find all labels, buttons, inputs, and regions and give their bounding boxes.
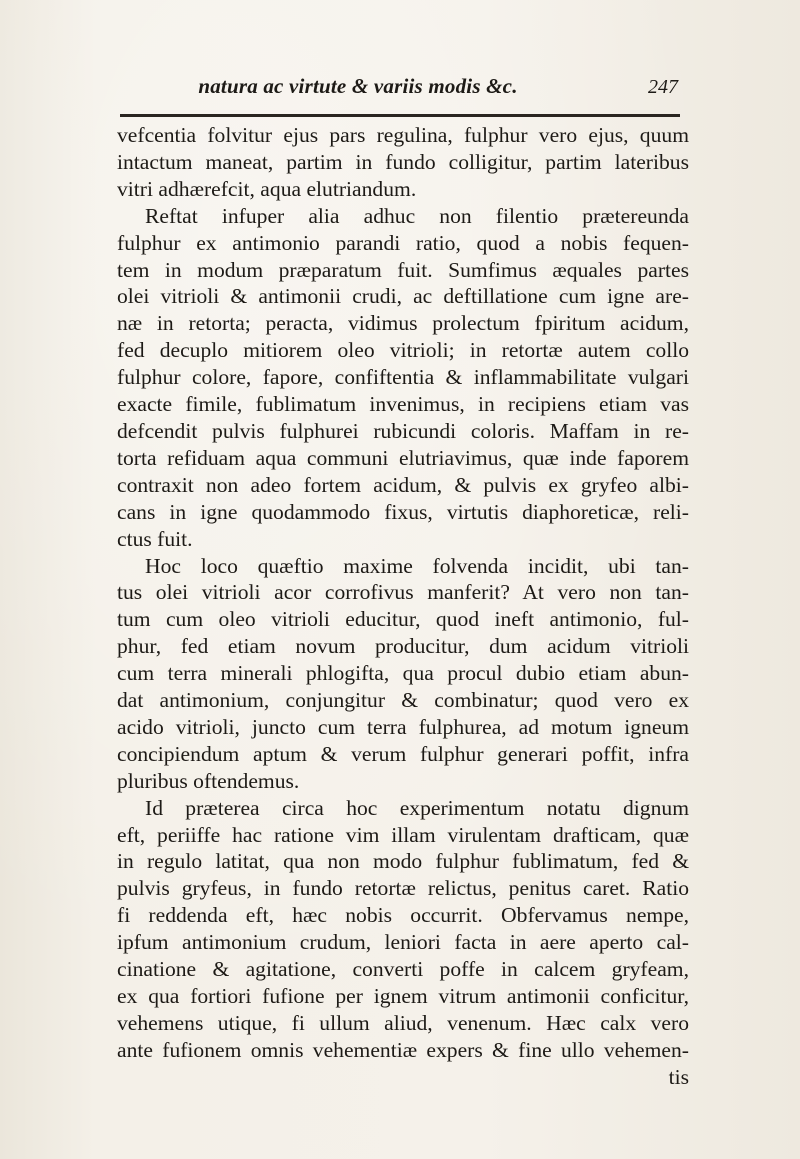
text-line: pluribus oftendemus. [117,768,300,793]
text-line: vitri adhærefcit, aqua elutriandum. [117,176,417,201]
text-line: dat antimonium, conjungitur & combinatur; quod vero ex [117,688,689,713]
text-line: ctus fuit. [117,526,193,551]
text-line: ipfum antimonium crudum, leniori facta in aere aperto cal- [117,930,689,955]
text-line: fed decuplo mitiorem oleo vitrioli; in retortæ autem collo [117,338,689,363]
text-line: eft, periiffe hac ratione vim illam virulentam drafticam, quæ [117,822,689,847]
text-line: pulvis gryfeus, in fundo retortæ relictus, penitus caret. Ratio [117,876,689,901]
text-line: vehemens utique, fi ullum aliud, venenum. Hæc calx vero [117,1010,689,1035]
text-line: cum terra minerali phlogifta, qua procul dubio etiam abun- [117,661,689,686]
text-line: contraxit non adeo fortem acidum, & pulvis ex gryfeo albi- [117,472,689,497]
text-line: phur, fed etiam novum producitur, dum acidum vitrioli [117,634,689,659]
text-line: tem in modum præparatum fuit. Sumfimus æquales partes [117,257,689,282]
text-line: ex qua fortiori fufione per ignem vitrum antimonii conficitur, [117,984,689,1008]
body-text [117,122,689,1091]
text-line: acido vitrioli, juncto cum terra fulphurea, ad motum igneum [117,714,689,739]
text-line: fulphur ex antimonio parandi ratio, quod a nobis fequen- [117,230,689,255]
text-line: torta refiduam aqua communi elutriavimus, quæ inde faporem [117,445,689,470]
text-line: olei vitrioli & antimonii crudi, ac deftillatione cum igne are- [117,284,689,309]
text-line: Reftat infuper alia adhuc non filentio prætereunda [145,203,689,228]
text-line: Id præterea circa hoc experimentum notatu dignum [145,795,689,820]
page-number: 247 [648,76,678,98]
text-line: in regulo latitat, qua non modo fulphur fublimatum, fed & [117,849,689,874]
text-line: intactum maneat, partim in fundo colligitur, partim lateribus [117,149,689,174]
text-line: tum cum oleo vitrioli educitur, quod ineft antimonio, ful- [117,607,689,632]
text-line: exacte fimile, fublimatum invenimus, in recipiens etiam vas [117,392,689,417]
text-line: tis [668,1064,689,1089]
text-line: fulphur colore, fapore, confiftentia & inflammabilitate vulgari [117,365,689,390]
text-line: tus olei vitrioli acor corrofivus manferit? At vero non tan- [117,580,689,605]
text-line: næ in retorta; peracta, vidimus prolectum fpiritum acidum, [117,311,689,336]
page-header [118,74,678,104]
text-line: cans in igne quodammodo fixus, virtutis diaphoreticæ, reli- [117,499,689,524]
text-line: vefcentia folvitur ejus pars regulina, fulphur vero ejus, quum [117,123,689,147]
text-line: ante fufionem omnis vehementiæ expers & fine ullo vehemen- [117,1037,689,1062]
running-head: natura ac virtute & variis modis &c. [198,74,518,98]
text-line: cinatione & agitatione, converti poffe in calcem gryfeam, [117,957,689,982]
text-line: fi reddenda eft, hæc nobis occurrit. Obfervamus nempe, [117,903,689,928]
text-line: defcendit pulvis fulphurei rubicundi coloris. Maffam in re- [117,418,689,443]
text-line: concipiendum aptum & verum fulphur generari poffit, infra [117,741,689,766]
text-line: Hoc loco quæftio maxime folvenda incidit, ubi tan- [145,553,689,578]
header-rule [120,114,680,117]
